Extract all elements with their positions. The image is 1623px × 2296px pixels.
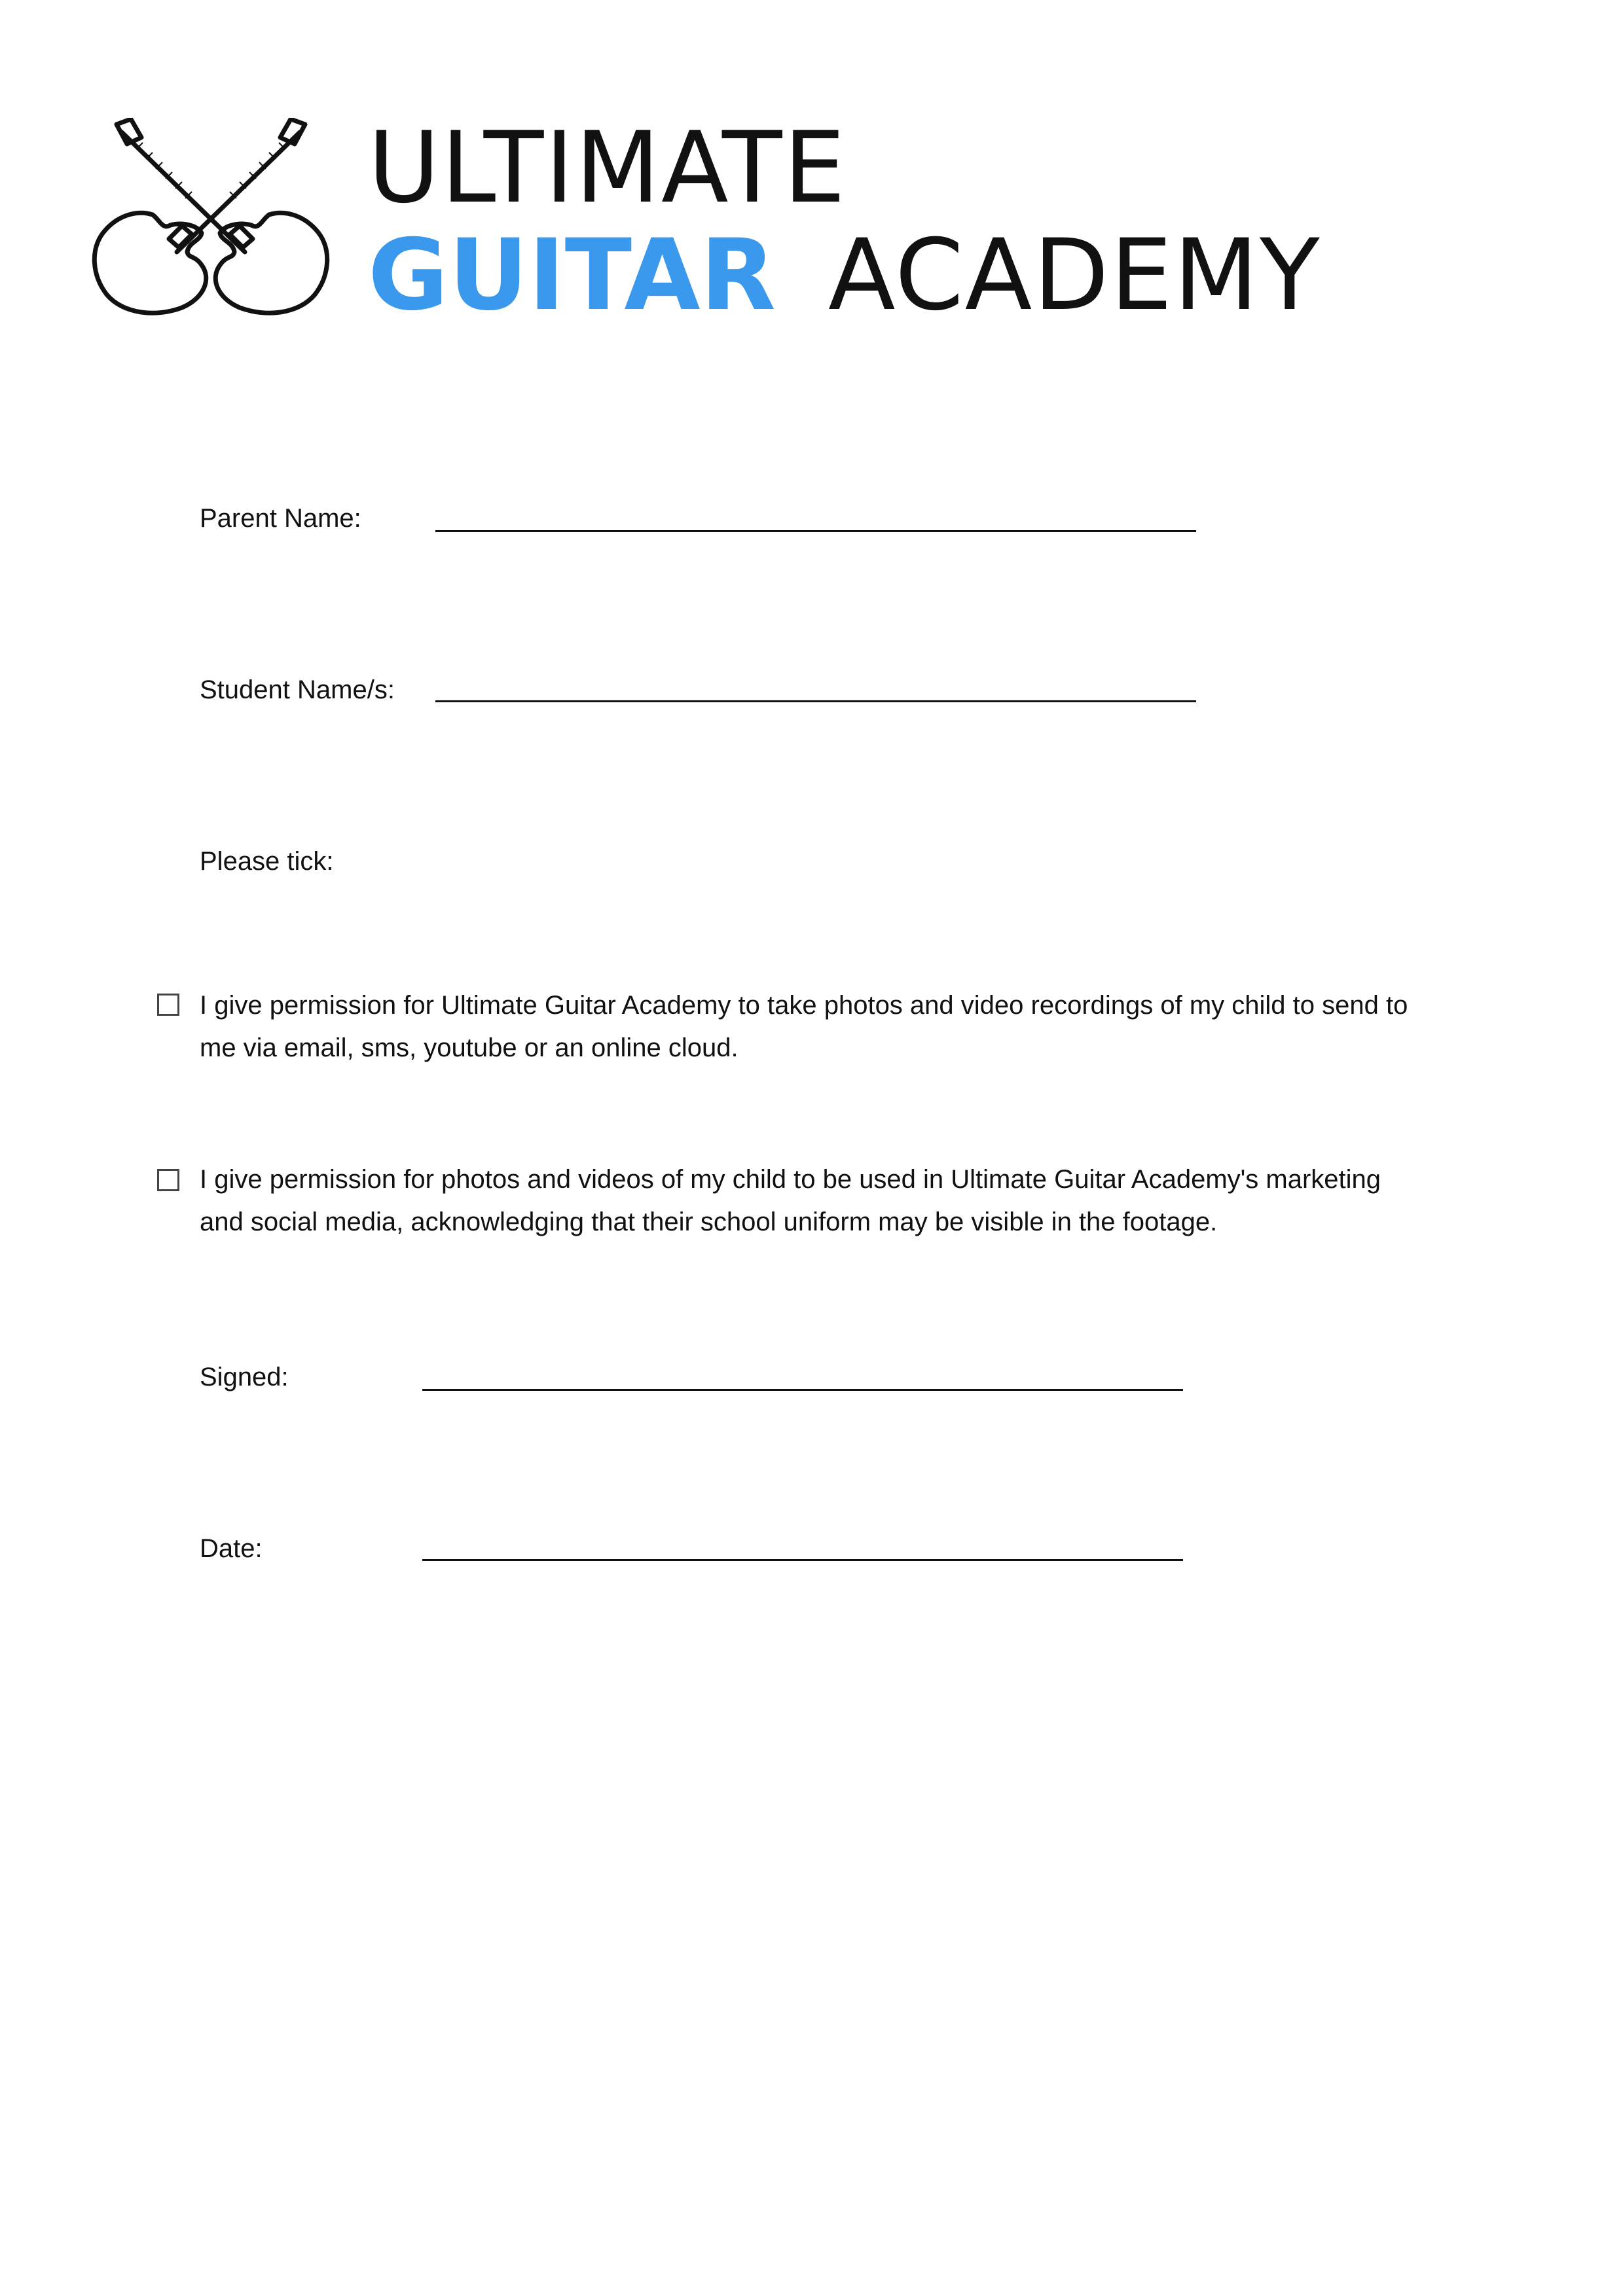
parent-name-label: Parent Name: [200, 504, 361, 533]
brand-rest-word: ACADEMY [828, 219, 1321, 332]
parent-name-field[interactable] [435, 530, 1196, 532]
brand-name-line1: ULTIMATE [368, 111, 847, 225]
consent-text-share [200, 984, 1457, 1069]
brand-accent-word: GUITAR [368, 219, 776, 332]
consent-text-marketing [200, 1158, 1457, 1244]
date-field[interactable] [422, 1559, 1183, 1561]
consent-checkbox-marketing[interactable] [157, 1169, 179, 1191]
crossed-guitars-icon [90, 118, 331, 321]
please-tick-label: Please tick: [200, 847, 334, 876]
student-name-label: Student Name/s: [200, 675, 395, 704]
consent-share-line: me via email, sms, youtube or an online cloud. [200, 1033, 739, 1062]
student-name-field[interactable] [435, 700, 1196, 702]
consent-checkbox-share[interactable] [157, 994, 179, 1016]
signed-label: Signed: [200, 1363, 289, 1391]
signature-field[interactable] [422, 1389, 1183, 1391]
consent-share-line: I give permission for Ultimate Guitar Academy to take photos and video recordings of my child to send to [200, 991, 1408, 1020]
brand-name-line2 [368, 219, 1321, 332]
date-label: Date: [200, 1534, 263, 1563]
consent-marketing-line: I give permission for photos and videos of my child to be used in Ultimate Guitar Academy's marketing [200, 1165, 1381, 1194]
consent-marketing-line: and social media, acknowledging that their school uniform may be visible in the footage. [200, 1208, 1218, 1236]
